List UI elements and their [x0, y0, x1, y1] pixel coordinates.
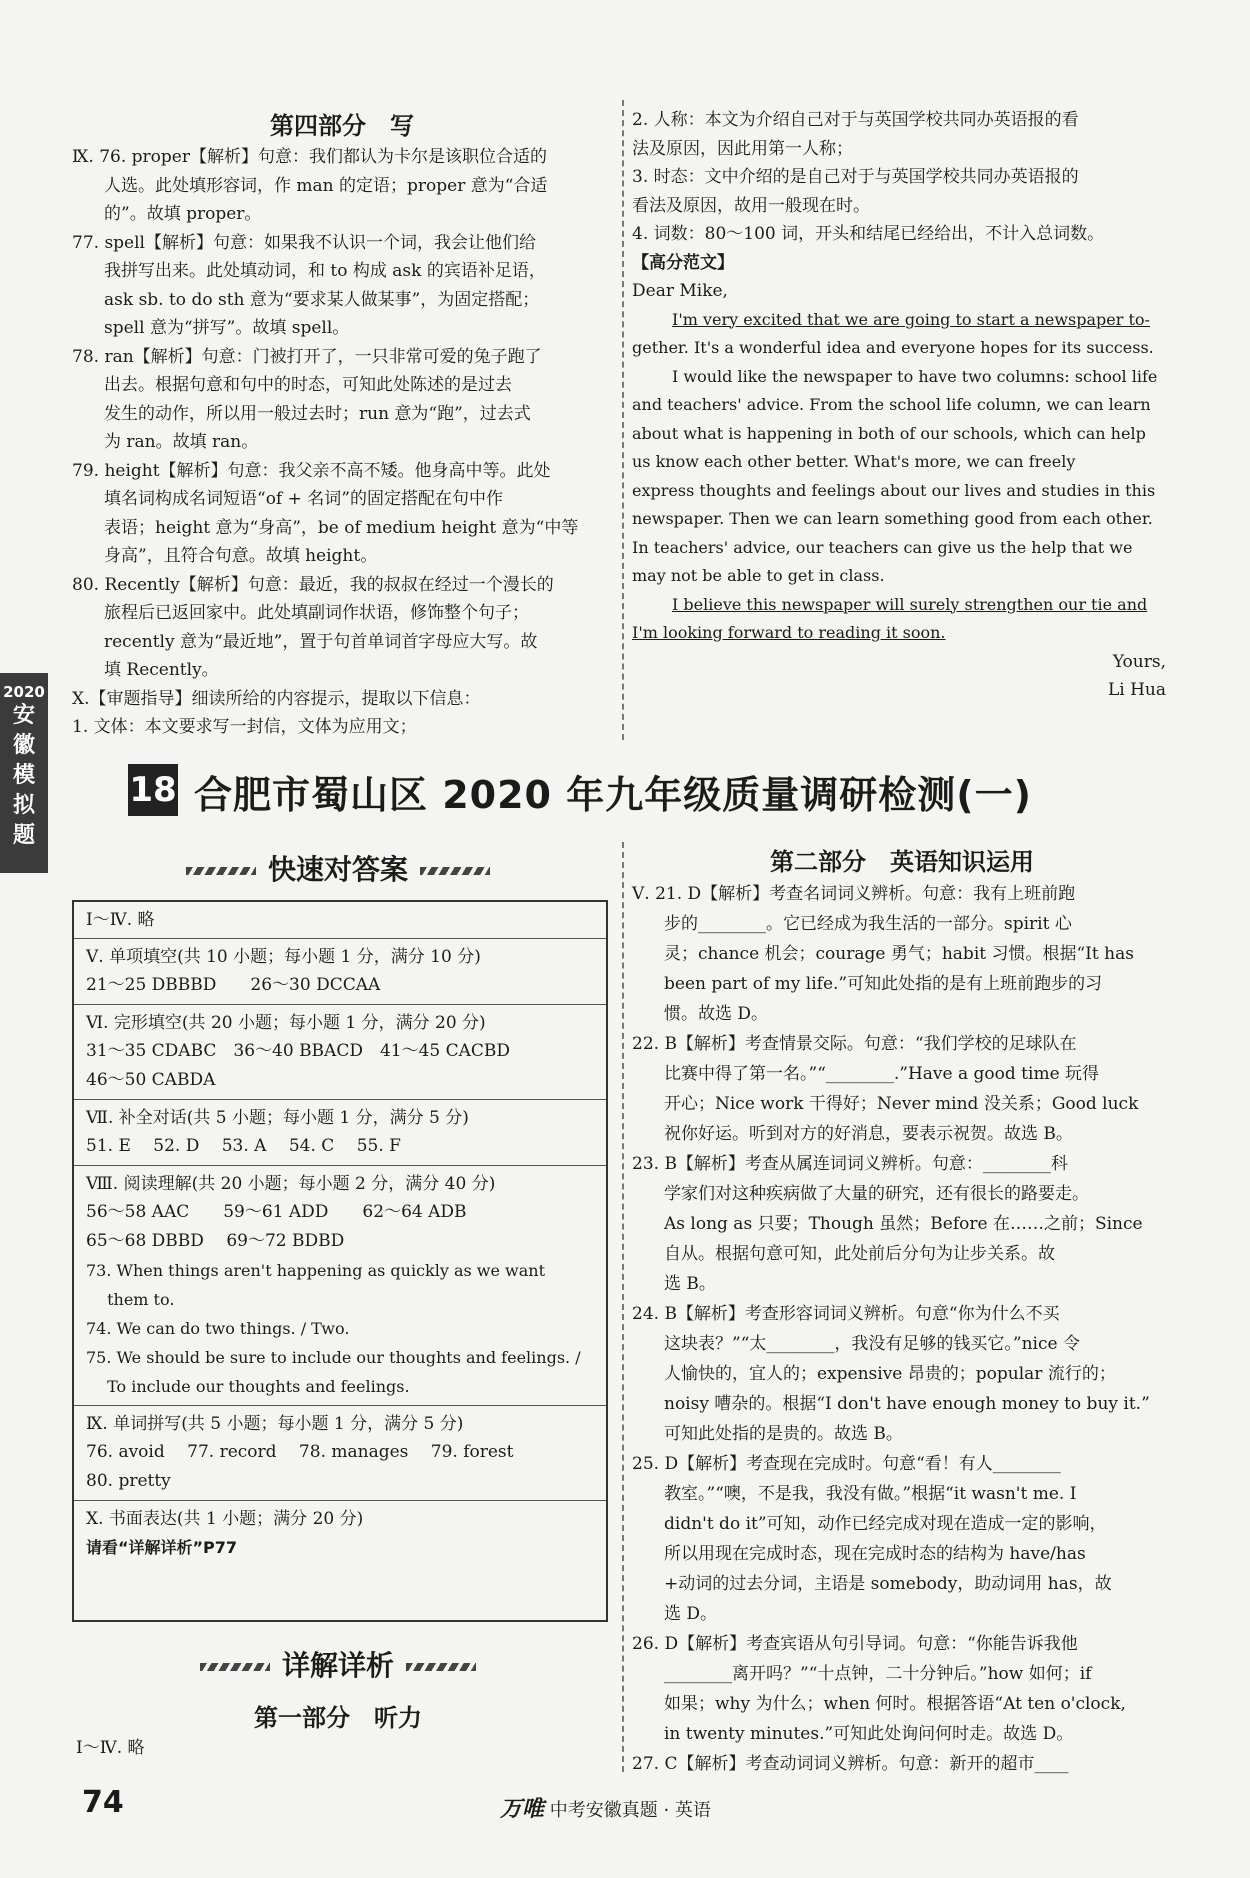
text-line: 的”。故填 proper。: [104, 204, 262, 224]
text-line: 表语；height 意为“身高”，be of medium height 意为“中等: [104, 517, 579, 538]
text-line: 3. 时态：文中介绍的是自己对于与英国学校共同办英语报的: [632, 167, 1079, 187]
text-line: 24. B【解析】考查形容词词义辨析。句意“你为什么不买: [632, 1304, 1060, 1324]
text-line: in twenty minutes.”可知此处询问何时走。故选 D。: [664, 1724, 1074, 1744]
essay-line: I'm very excited that we are going to start a newspaper to-: [672, 309, 1150, 329]
text-line: 所以用现在完成时态，现在完成时态的结构为 have/has: [664, 1544, 1086, 1564]
text-line: 出去。根据句意和句中的时态，可知此处陈述的是过去: [104, 375, 512, 395]
stripe-decoration: [200, 1663, 270, 1671]
detail-title: 详解详析: [281, 1649, 394, 1682]
page-number: 74: [82, 1785, 124, 1820]
text-line: 法及原因，因此用第一人称；: [632, 138, 853, 159]
text-line: 开心；Nice work 干得好；Never mind 没关系；Good luck: [664, 1094, 1139, 1114]
text-line: 人选。此处填形容词，作 man 的定语；proper 意为“合适: [104, 175, 548, 196]
answer-line: 65～68 DBBD 69～72 BDBD: [86, 1231, 345, 1251]
answer-row: [74, 1166, 606, 1406]
text-line: +动词的过去分词，主语是 somebody，助动词用 has，故: [664, 1574, 1112, 1594]
text-line: been part of my life.”可知此处指的是有上班前跑步的习: [664, 974, 1103, 994]
text-line: 惯。故选 D。: [664, 1004, 769, 1024]
text-line: 选 B。: [664, 1274, 716, 1294]
stripe-decoration: [420, 867, 490, 875]
exam-banner: [128, 760, 1068, 820]
essay-line: may not be able to get in class.: [632, 566, 885, 585]
text-line: 灵；chance 机会；courage 勇气；habit 习惯。根据“It has: [664, 944, 1134, 964]
text-line: spell 意为“拼写”。故填 spell。: [104, 318, 350, 338]
book-title: 中考安徽真题 · 英语: [549, 1800, 711, 1821]
answer-box: [72, 900, 608, 1622]
text-line: 27. C【解析】考查动词词义辨析。句意：新开的超市____: [632, 1754, 1069, 1774]
answer-row: [74, 1406, 606, 1501]
exam-number-badge: 18: [128, 764, 178, 816]
answer-line: 请看“详解详析”P77: [86, 1538, 238, 1557]
side-tab-char: 模: [12, 763, 35, 788]
exam-title: 合肥市蜀山区 2020 年九年级质量调研检测(一): [194, 773, 1032, 817]
column-divider: [622, 100, 624, 740]
answer-row-title: Ⅶ. 补全对话(共 5 小题；每小题 1 分，满分 5 分): [86, 1108, 469, 1128]
text-line: noisy 嘈杂的。根据“I don't have enough money to buy it.”: [664, 1394, 1150, 1414]
text-line: 如果；why 为什么；when 何时。根据答语“At ten o'clock,: [664, 1694, 1126, 1714]
text-line: didn't do it”可知，动作已经完成对现在造成一定的影响，: [664, 1514, 1107, 1534]
part1-note: Ⅰ～Ⅳ. 略: [76, 1738, 145, 1758]
text-line: 80. Recently【解析】句意：最近，我的叔叔在经过一个漫长的: [72, 574, 554, 595]
text-line: 22. B【解析】考查情景交际。句意：“我们学校的足球队在: [632, 1034, 1077, 1054]
text-line: 身高”，且符合句意。故填 height。: [104, 546, 378, 566]
text-line: 为 ran。故填 ran。: [104, 432, 259, 452]
footer-brand: [500, 1792, 711, 1823]
stripe-decoration: [406, 1663, 476, 1671]
essay-line: about what is happening in both of our schools, which can help: [632, 423, 1146, 443]
detail-header: [72, 1644, 604, 1684]
text-line: 看法及原因，故用一般现在时。: [632, 195, 870, 216]
text-line: 填名词构成名词短语“of + 名词”的固定搭配在句中作: [104, 489, 503, 509]
text-line: ________离开吗？”“十点钟，二十分钟后。”how 如何；if: [664, 1664, 1092, 1684]
essay-line: express thoughts and feelings about our lives and studies in this: [632, 480, 1156, 500]
text-line: 填 Recently。: [104, 660, 219, 680]
answer-line: 74. We can do two things. / Two.: [86, 1319, 350, 1338]
text-line: 可知此处指的是贵的。故选 B。: [664, 1424, 903, 1444]
brand-logo: 万唯: [500, 1797, 545, 1822]
answer-row-title: Ⅷ. 阅读理解(共 20 小题；每小题 2 分，满分 40 分): [86, 1174, 496, 1194]
answer-row-title: Ⅵ. 完形填空(共 20 小题；每小题 1 分，满分 20 分): [86, 1013, 486, 1033]
text-line: 选 D。: [664, 1604, 718, 1624]
answer-line: 56～58 AAC 59～61 ADD 62～64 ADB: [86, 1202, 467, 1222]
section-title-knowledge: 第二部分 英语知识运用: [770, 848, 1034, 876]
letter-signature: Li Hua: [1107, 680, 1166, 700]
text-line: 26. D【解析】考查宾语从句引导词。句意：“你能告诉我他: [632, 1634, 1078, 1654]
text-line: 1. 文体：本文要求写一封信，文体为应用文；: [72, 717, 417, 737]
essay-line: In teachers' advice, our teachers can give us the help that we: [632, 537, 1133, 557]
quick-answers-header: [72, 848, 604, 888]
letter-greeting: Dear Mike,: [632, 281, 728, 301]
letter-closing: Yours,: [1112, 651, 1166, 672]
text-line: recently 意为“最近地”，置于句首单词首字母应大写。故: [104, 631, 538, 652]
answer-row-title: Ⅰ～Ⅳ. 略: [86, 910, 155, 930]
quick-answers-title: 快速对答案: [267, 853, 408, 886]
text-line: 比赛中得了第一名。”“________.”Have a good time 玩得: [664, 1064, 1100, 1084]
answer-row-title: Ⅹ. 书面表达(共 1 小题；满分 20 分): [86, 1509, 364, 1529]
text-line: 78. ran【解析】句意：门被打开了，一只非常可爱的兔子跑了: [72, 346, 542, 367]
side-tab-year: 2020: [3, 683, 45, 701]
essay-line: newspaper. Then we can learn something good from each other.: [632, 509, 1153, 528]
text-line: ask sb. to do sth 意为“要求某人做某事”，为固定搭配；: [104, 289, 540, 310]
answer-row: [74, 1005, 606, 1100]
text-line: 2. 人称：本文为介绍自己对于与英国学校共同办英语报的看: [632, 110, 1079, 130]
text-line: 79. height【解析】句意：我父亲不高不矮。他身高中等。此处: [72, 460, 551, 481]
text-line: 学家们对这种疾病做了大量的研究，还有很长的路要走。: [664, 1184, 1089, 1204]
text-line: 25. D【解析】考查现在完成时。句意“看！有人________: [632, 1454, 1061, 1474]
essay-line: I would like the newspaper to have two columns: school life: [672, 366, 1158, 386]
text-line: 23. B【解析】考查从属连词词义辨析。句意：________科: [632, 1154, 1068, 1174]
answer-row-title: Ⅴ. 单项填空(共 10 小题；每小题 1 分，满分 10 分): [86, 947, 481, 967]
essay-line: I'm looking forward to reading it soon.: [632, 623, 946, 642]
answer-line: 31～35 CDABC 36～40 BBACD 41～45 CACBD: [86, 1041, 511, 1061]
text-line: 77. spell【解析】句意：如果我不认识一个词，我会让他们给: [72, 232, 536, 253]
answer-row: [74, 902, 606, 939]
text-line: 这块表？”“太________，我没有足够的钱买它。”nice 令: [664, 1334, 1080, 1354]
side-tab-char: 题: [12, 823, 35, 848]
side-tab-char: 徽: [12, 733, 35, 758]
text-line: Ⅴ. 21. D【解析】考查名词词义辨析。句意：我有上班前跑: [632, 884, 1076, 904]
answer-line: To include our thoughts and feelings.: [86, 1377, 410, 1396]
answer-line: them to.: [86, 1290, 175, 1309]
answer-row: [74, 939, 606, 1005]
text-line: 教室。”“噢，不是我，我没有做。”根据“it wasn't me. I: [664, 1484, 1077, 1504]
essay-line: I believe this newspaper will surely strengthen our tie and: [672, 594, 1148, 614]
essay-line: gether. It's a wonderful idea and everyone hopes for its success.: [632, 338, 1154, 357]
column-divider: [622, 842, 624, 1772]
answer-row: [74, 1501, 606, 1566]
answer-line: 75. We should be sure to include our thoughts and feelings. /: [86, 1348, 581, 1367]
text-line: 祝你好运。听到对方的好消息，要表示祝贺。故选 B。: [664, 1124, 1073, 1144]
side-tab-char: 安: [12, 703, 35, 728]
answer-line: 51. E 52. D 53. A 54. C 55. F: [86, 1136, 401, 1156]
text-line: Ⅸ. 76. proper【解析】句意：我们都认为卡尔是该职位合适的: [72, 147, 547, 167]
text-line: 发生的动作，所以用一般过去时；run 意为“跑”，过去式: [104, 403, 531, 424]
essay-line: and teachers' advice. From the school life column, we can learn: [632, 395, 1151, 414]
answer-line: 76. avoid 77. record 78. manages 79. forest: [86, 1442, 514, 1462]
text-line: Ⅹ.【审题指导】细读所给的内容提示，提取以下信息：: [72, 688, 481, 709]
text-line: 人愉快的，宜人的；expensive 昂贵的；popular 流行的；: [664, 1364, 1116, 1384]
text-line: 步的________。它已经成为我生活的一部分。spirit 心: [664, 914, 1072, 934]
side-tab: [0, 673, 48, 873]
left-top-column: [72, 106, 612, 742]
right-bottom-column: [632, 842, 1172, 1779]
answer-row: [74, 1100, 606, 1166]
text-line: 4. 词数：80～100 词，开头和结尾已经给出，不计入总词数。: [632, 224, 1105, 244]
text-line: 旅程后已返回家中。此处填副词作状语，修饰整个句子；: [104, 603, 529, 623]
answer-row-title: Ⅸ. 单词拼写(共 5 小题；每小题 1 分，满分 5 分): [86, 1414, 464, 1434]
text-line: 我拼写出来。此处填动词，和 to 构成 ask 的宾语补足语，: [104, 261, 546, 281]
answer-line: 21～25 DBBBD 26～30 DCCAA: [86, 975, 381, 995]
text-line: 自从。根据句意可知，此处前后分句为让步关系。故: [664, 1244, 1055, 1264]
section-title-writing: 第四部分 写: [270, 112, 414, 140]
essay-line: us know each other better. What's more, we can freely: [632, 452, 1076, 471]
answer-line: 80. pretty: [86, 1471, 171, 1491]
side-tab-char: 拟: [12, 793, 35, 818]
answer-line: 46～50 CABDA: [86, 1070, 216, 1090]
right-top-column: [632, 106, 1172, 705]
part1-title: 第一部分 听力: [254, 1704, 422, 1732]
answer-line: 73. When things aren't happening as quickly as we want: [86, 1261, 546, 1280]
text-line: As long as 只要；Though 虽然；Before 在……之前；Since: [664, 1214, 1143, 1234]
model-essay-label: 【高分范文】: [632, 252, 734, 273]
stripe-decoration: [186, 867, 256, 875]
